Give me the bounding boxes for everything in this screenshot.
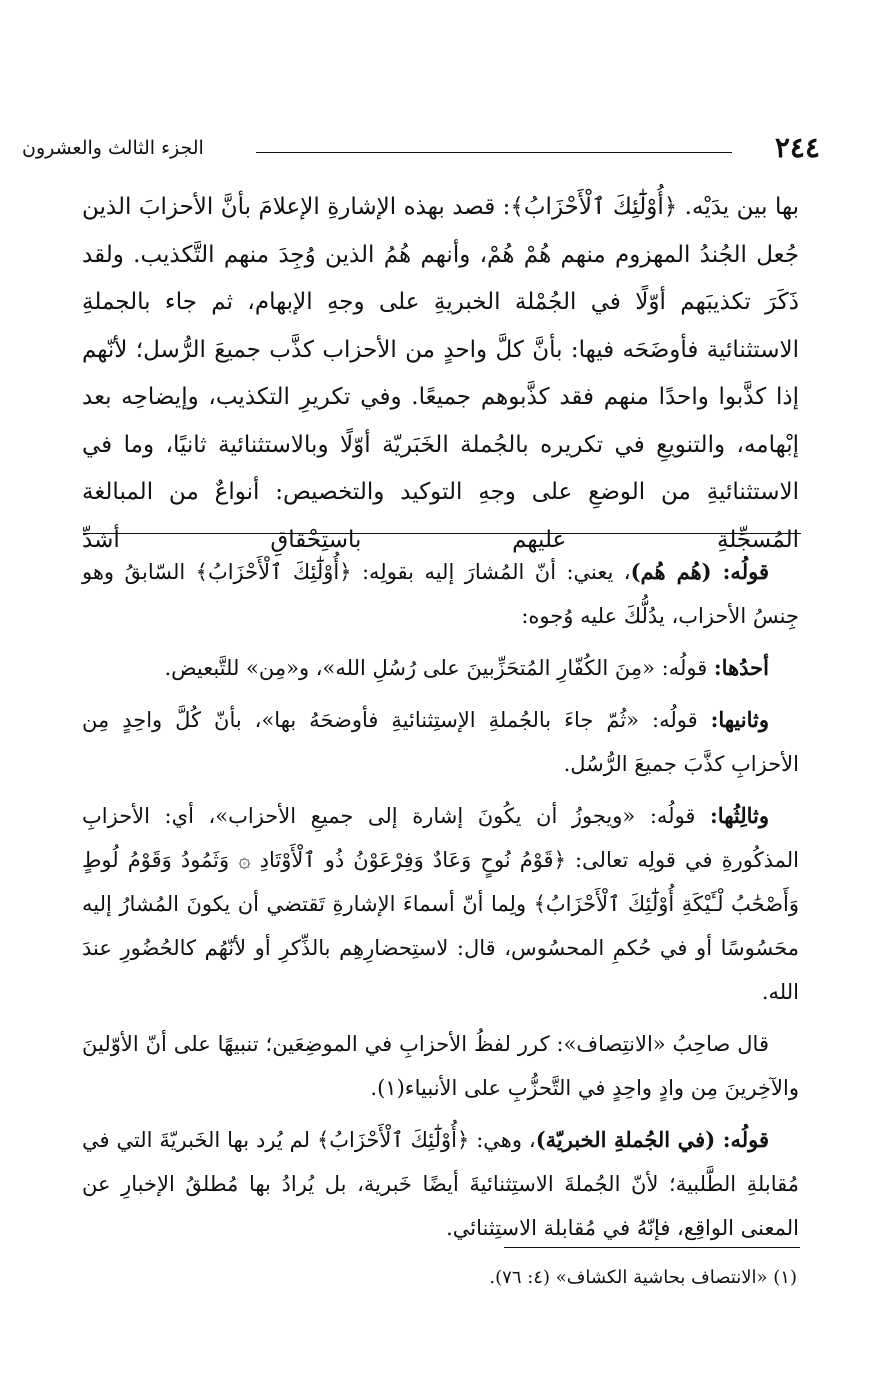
commentary-text: ، وهي: ﴿أُوْلَٰٓئِكَ ٱلْأَحْزَابُ﴾ لم يُرد بها الخَبريّةَ التي في مُقابلةِ الطَّلبية؛ لأنّ الجُملةَ الاستِثنائيةَ أيضًا خَبرية، بل يُرادُ بها مُطلقُ الإخبارِ عن المعنى الواقِع، فإنّهُ في مُقابلة الاستِثنائي. xyxy=(82,1128,799,1240)
commentary-paragraph xyxy=(82,1118,799,1250)
commentary-lead: وثانيها: xyxy=(710,707,769,732)
commentary-lead: وثالِثُها: xyxy=(710,803,769,828)
running-title: الجزء الثالث والعشرون xyxy=(22,137,204,159)
commentary-text: قولُه: «ثُمّ جاءَ بالجُملةِ الإستِثنائيةِ فأوضحَهُ بها»، بأنّ كُلَّ واحِدٍ مِن الأحزابِ كذَّبَ جميعَ الرُّسُل. xyxy=(82,708,799,776)
page-header xyxy=(22,128,820,168)
header-rule xyxy=(256,152,732,153)
commentary-paragraph xyxy=(82,1022,799,1110)
commentary-paragraph xyxy=(82,794,799,1014)
commentary-text: قولُه: «مِنَ الكُفّارِ المُتحَزِّبينَ على رُسُلِ الله»، و«مِن» للتَّبعيض. xyxy=(164,656,714,680)
commentary-block xyxy=(82,550,799,1258)
commentary-lead: قولُه: (في الجُملةِ الخبريّة) xyxy=(535,1127,769,1152)
commentary-text: ، يعني: أنّ المُشارَ إليه بقولِه: ﴿أُوْلَٰٓئِكَ ٱلْأَحْزَابُ﴾ السّابقُ وهو جِنسُ الأحزاب، يدُلُّكَ عليه وُجوه: xyxy=(82,560,799,628)
commentary-paragraph xyxy=(82,550,799,638)
commentary-paragraph xyxy=(82,698,799,786)
main-paragraph: بها بين يدَيْه. ﴿أُوْلَٰٓئِكَ ٱلْأَحْزَابُ﴾: قصد بهذه الإشارةِ الإعلامَ بأنَّ الأحزابَ الذين جُعل الجُندُ المهزوم منهم هُمْ هُمْ، وأنهم هُمُ الذين وُجِدَ منهم التَّكذيب. ولقد ذَكَرَ تكذيبَهم أوّلًا في الجُمْلة الخبريةِ على وجهِ الإبهام، ثم جاء بالجملةِ الاستثنائية فأوضَحَه فيها: بأنَّ كلَّ واحدٍ من الأحزاب كذَّب جميعَ الرُّسل؛ لأنّهم إذا كذَّبوا واحدًا منهم فقد كذَّبوهم جميعًا. وفي تكريرِ التكذيب، وإيضاحِه بعد إبْهامه، والتنويعِ في تكريره بالجُملة الخَبَريّة أوّلًا وبالاستثنائية ثانيًا، وما في الاستثنائيةِ من الوضعِ على وجهِ التوكيد والتخصيص: أنواعٌ من المبالغة المُسجِّلةِ عليهم باستِحْقاقِ أشدِّ xyxy=(82,194,799,553)
commentary-lead: أحدُها: xyxy=(713,655,769,680)
main-text-block xyxy=(82,184,799,564)
page-number: ٢٤٤ xyxy=(774,131,820,164)
footnote-rule xyxy=(504,1247,800,1248)
footnote: (١) «الانتصاف بحاشية الكشاف» (٤: ٧٦). xyxy=(489,1267,797,1288)
commentary-paragraph xyxy=(82,646,799,690)
section-divider xyxy=(83,533,801,534)
commentary-text: قال صاحِبُ «الانتِصاف»: كرر لفظُ الأحزابِ في الموضِعَين؛ تنبيهًا على أنّ الأوّلينَ والآخِرينَ مِن وادٍ واحِدٍ في التَّحزُّبِ على الأنبياء(١). xyxy=(82,1032,799,1100)
commentary-lead: قولُه: (هُم هُم) xyxy=(630,559,769,584)
commentary-text: قولُه: «ويجوزُ أن يكُونَ إشارة إلى جميعِ الأحزاب»، أي: الأحزابِ المذكُورةِ في قولِه تعالى: ﴿قَوْمُ نُوحٍ وَعَادٌ وَفِرْعَوْنُ ذُو ٱلْأَوْتَادِ ۞ وَثَمُودُ وَقَوْمُ لُوطٍ وَأَصْحَٰبُ لْـَٔيْكَةِ أُوْلَٰٓئِكَ ٱلْأَحْزَابُ﴾ ولِما أنّ أسماءَ الإشارةِ تَقتضي أن يكونَ المُشارُ إليه محَسُوسًا أو في حُكمِ المحسُوس، قال: لاستِحضارِهِم بالذِّكرِ أو لأنّهُم كالحُضُورِ عندَ الله. xyxy=(82,804,799,1004)
